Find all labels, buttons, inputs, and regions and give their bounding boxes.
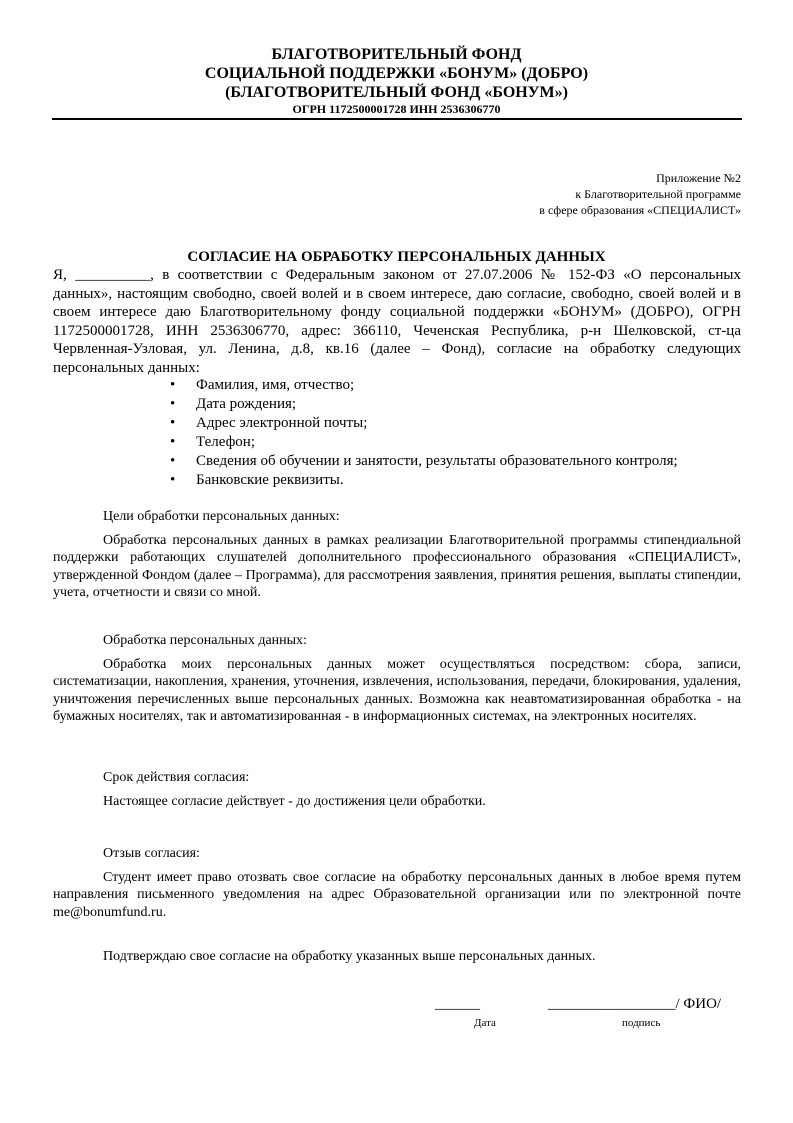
consent-intro-paragraph: Я, __________, в соответствии с Федеральным законом от 27.07.2006 № 152-ФЗ «О персональных данных», настоящим свободно, своей волей и в своем интересе, даю согласие, свободно, своей волей и в своем интересе даю Благотворительному фонду социальной поддержки «БОНУМ» (ДОБРО), ОГРН 1172500001728, ИНН 2536306770, адрес: 366110, Чеченская Республика, р-н Шелковской, ст-ца Червленная-Узловая, ул. Ленина, д.8, кв.16 (далее – Фонд), согласие на обработку следующих персональных данных: [53,267,741,376]
list-item: • Адрес электронной почты; [170,415,368,431]
personal-data-list [170,376,678,490]
signature-field[interactable]: _________________/ ФИО/ [548,996,722,1012]
bullet-icon: • [170,396,176,412]
date-field[interactable]: ______ [435,996,480,1012]
appendix-line-1: Приложение №2 [656,171,741,185]
purpose-text: Обработка персональных данных в рамках реализации Благотворительной программы стипендиальной поддержки работающих слушателей дополнительного профессионального образования «СПЕЦИАЛИСТ», утвержденной Фондом (далее – Программа), для рассмотрения заявления, принятия решения, выплаты стипендии, учета, отчетности и связи со мной. [53,532,741,600]
confirm-section [53,948,741,966]
appendix-line-3: в сфере образования «СПЕЦИАЛИСТ» [539,203,741,217]
revoke-heading: Отзыв согласия: [103,846,200,861]
org-name-line-2: СОЦИАЛЬНОЙ ПОДДЕРЖКИ «БОНУМ» (ДОБРО) [204,65,589,82]
confirm-text: Подтверждаю свое согласие на обработку указанных выше персональных данных. [103,949,596,964]
processing-section [53,632,741,726]
org-registration: ОГРН 1172500001728 ИНН 2536306770 [292,102,501,116]
org-name-line-1: БЛАГОТВОРИТЕЛЬНЫЙ ФОНД [271,46,522,63]
revoke-text: Студент имеет право отозвать свое согласие на обработку персональных данных в любое время путем направления письменного уведомления на адрес Образовательной организации или по электронной почте me@bonumfund.ru. [53,869,741,920]
list-item: • Сведения об обучении и занятости, результаты образовательного контроля; [170,453,678,469]
appendix-note [539,170,741,218]
org-name-line-3: (БЛАГОТВОРИТЕЛЬНЫЙ ФОНД «БОНУМ») [225,84,568,101]
purpose-section [53,508,741,602]
purpose-heading: Цели обработки персональных данных: [103,509,340,524]
list-item: • Дата рождения; [170,396,297,412]
processing-text: Обработка моих персональных данных может осуществляться посредством: сбора, записи, систематизации, накопления, хранения, уточнения, извлечения, использования, передачи, блокирования, удаления, уничтожения перечисленных выше персональных данных. Возможна как неавтоматизированная обработка - на бумажных носителях, так и автоматизированная - в информационных системах, на электронных носителях. [53,656,741,724]
bullet-icon: • [170,415,176,431]
list-item: • Фамилия, имя, отчество; [170,377,355,393]
term-text: Настоящее согласие действует - до достижения цели обработки. [103,793,486,809]
document-title: СОГЛАСИЕ НА ОБРАБОТКУ ПЕРСОНАЛЬНЫХ ДАННЫХ [187,249,606,265]
term-heading: Срок действия согласия: [103,770,250,785]
bullet-icon: • [170,434,176,450]
list-item: • Банковские реквизиты. [170,472,344,488]
header-divider [52,118,742,120]
bullet-icon: • [170,472,176,488]
appendix-line-2: к Благотворительной программе [575,187,741,201]
term-section [53,769,741,810]
signature-caption: подпись [622,1017,661,1029]
letterhead [0,45,793,116]
bullet-icon: • [170,453,176,469]
revoke-section [53,845,741,921]
bullet-icon: • [170,377,176,393]
date-caption: Дата [474,1017,496,1029]
list-item: • Телефон; [170,434,255,450]
processing-heading: Обработка персональных данных: [103,633,307,648]
